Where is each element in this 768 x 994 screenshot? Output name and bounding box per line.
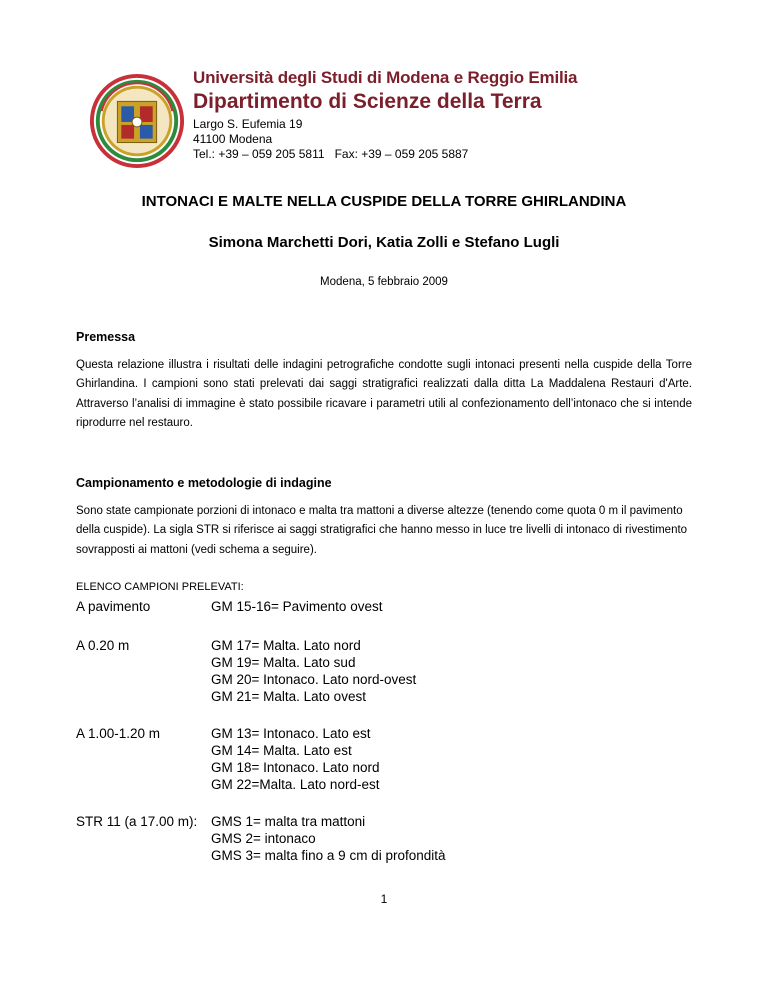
university-seal-logo [88, 72, 186, 170]
department-name: Dipartimento di Scienze della Terra [193, 90, 542, 113]
campionamento-heading: Campionamento e metodologie di indagine [76, 476, 332, 490]
sample-item: GM 21= Malta. Lato ovest [211, 689, 366, 704]
sample-item: GMS 1= malta tra mattoni [211, 814, 366, 829]
sample-item: GMS 3= malta fino a 9 cm di profondità [211, 848, 446, 863]
sample-item: GM 19= Malta. Lato sud [211, 655, 356, 670]
document-title: INTONACI E MALTE NELLA CUSPIDE DELLA TORRE GHIRLANDINA [141, 193, 627, 210]
sample-item: GM 14= Malta. Lato est [211, 743, 352, 758]
sample-group-label: STR 11 (a 17.00 m): [76, 814, 198, 829]
document-date: Modena, 5 febbraio 2009 [320, 276, 448, 288]
document-authors: Simona Marchetti Dori, Katia Zolli e Stefano Lugli [208, 234, 560, 251]
sample-item: GM 20= Intonaco. Lato nord-ovest [211, 672, 417, 687]
premessa-heading: Premessa [76, 330, 136, 344]
premessa-paragraph: Questa relazione illustra i risultati delle indagini petrografiche condotte sugli intonaci presenti nella cuspide della Torre Ghirlandina. I campioni sono stati prelevati dai saggi stratigrafici realizzati dalla ditta La Maddalena Restauri d'Arte. Attraverso l’analisi di immagine è stato possibile ricavare i parametri utili al confezionamento dell’intonaco che si intende riprodurre nel restauro. [76, 359, 692, 430]
sample-item: GM 13= Intonaco. Lato est [211, 726, 371, 741]
sample-item: GMS 2= intonaco [211, 831, 316, 846]
sample-item: GM 22=Malta. Lato nord-est [211, 777, 380, 792]
campionamento-paragraph: Sono state campionate porzioni di intonaco e malta tra mattoni a diverse altezze (tenendo come quota 0 m il pavimento della cuspide). La sigla STR si riferisce ai saggi stratigrafici che hanno messo in luce tre livelli di intonaco di rivestimento sovrapposti ai mattoni (vedi schema a seguire). [76, 505, 688, 556]
sample-group-label: A 0.20 m [76, 638, 130, 653]
sample-item: GM 15-16= Pavimento ovest [211, 599, 383, 614]
samples-list-title: ELENCO CAMPIONI PRELEVATI: [76, 581, 244, 593]
sample-group-label: A 1.00-1.20 m [76, 726, 161, 741]
sample-item: GM 17= Malta. Lato nord [211, 638, 361, 653]
sample-item: GM 18= Intonaco. Lato nord [211, 760, 380, 775]
address-block [193, 117, 577, 162]
address-city: 41100 Modena [193, 132, 273, 146]
address-street: Largo S. Eufemia 19 [193, 117, 303, 131]
university-name: Università degli Studi di Modena e Reggio Emilia [193, 68, 578, 87]
contact-line [193, 147, 577, 162]
letterhead [193, 67, 577, 162]
fax: Fax: +39 – 059 205 5887 [334, 147, 469, 161]
telephone: Tel.: +39 – 059 205 5811 [193, 147, 325, 161]
sample-group-label: A pavimento [76, 599, 151, 614]
page-number: 1 [380, 892, 388, 906]
